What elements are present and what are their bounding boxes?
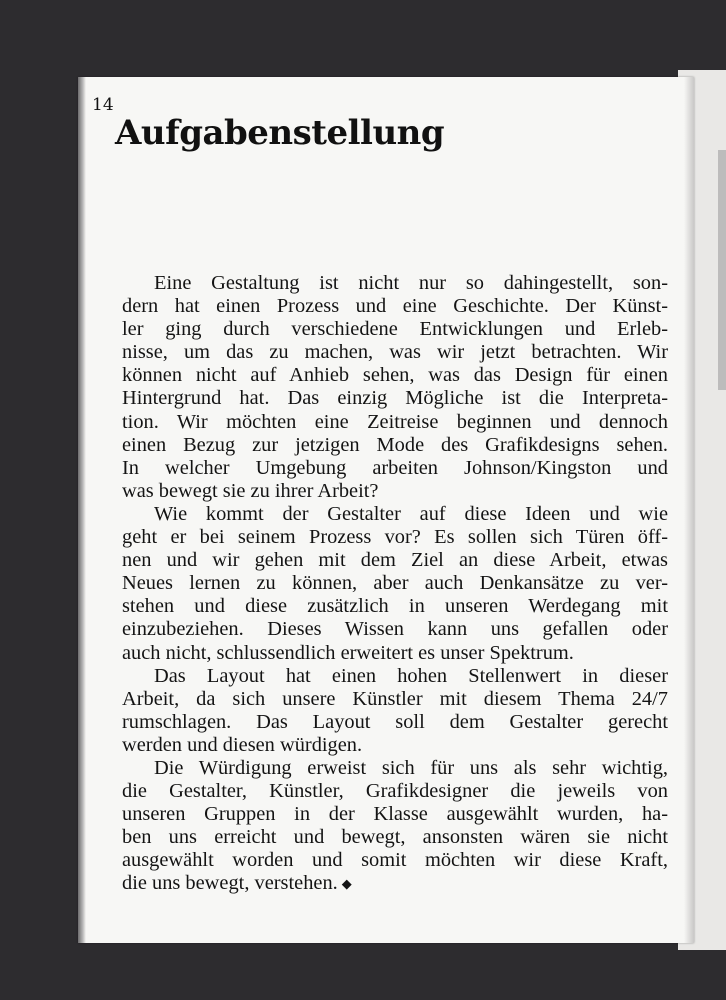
text-line: die Gestalter, Künstler, Grafikdesigner die jeweils von xyxy=(122,780,668,803)
text-line: ben uns erreicht und bewegt, ansonsten wären sie nicht xyxy=(122,826,668,849)
text-line: können nicht auf Anhieb sehen, was das Design für einen xyxy=(122,364,668,387)
text-line: Die Würdigung erweist sich für uns als sehr wichtig, xyxy=(154,756,668,779)
gray-edge-strip xyxy=(718,150,726,390)
text-line: ausgewählt worden und somit möchten wir diese Kraft, xyxy=(122,849,668,872)
body-text xyxy=(122,272,668,896)
text-line: Wie kommt der Gestalter auf diese Ideen und wie xyxy=(154,502,668,525)
paragraph xyxy=(122,665,668,757)
text-line: Neues lernen zu können, aber auch Denkansätze zu ver- xyxy=(122,572,668,595)
text-line: Das Layout hat einen hohen Stellenwert in dieser xyxy=(154,664,668,687)
page-spine-shadow xyxy=(78,77,86,943)
text-line: rumschlagen. Das Layout soll dem Gestalter gerecht xyxy=(122,710,668,733)
text-line: werden und diesen würdigen. xyxy=(122,733,363,756)
text-line: einen Bezug zur jetzigen Mode des Grafikdesigns sehen. xyxy=(122,433,668,456)
text-line: auch nicht, schlussendlich erweitert es unser Spektrum. xyxy=(122,641,574,664)
paragraph xyxy=(122,503,668,665)
text-line: nisse, um das zu machen, was wir jetzt betrachten. Wir xyxy=(122,341,668,364)
text-line: unseren Gruppen in der Klasse ausgewählt wurden, ha- xyxy=(122,803,668,826)
page-right-shadow xyxy=(684,77,694,943)
text-line: nen und wir gehen mit dem Ziel an diese Arbeit, etwas xyxy=(122,549,668,572)
text-line: die uns bewegt, verstehen. ◆ xyxy=(122,872,352,895)
paragraph xyxy=(122,757,668,896)
end-mark-icon: ◆ xyxy=(341,876,352,892)
text-line: tion. Wir möchten eine Zeitreise beginnen und dennoch xyxy=(122,410,668,433)
text-line: Hintergrund hat. Das einzig Mögliche ist die Interpreta- xyxy=(122,387,668,410)
text-line: einzubeziehen. Dieses Wissen kann uns gefallen oder xyxy=(122,618,668,641)
text-line: Eine Gestaltung ist nicht nur so dahingestellt, son- xyxy=(154,272,668,294)
text-line: dern hat einen Prozess und eine Geschichte. Der Künst- xyxy=(122,295,668,318)
text-line: was bewegt sie zu ihrer Arbeit? xyxy=(122,479,379,502)
text-line: ler ging durch verschiedene Entwicklungen und Erleb- xyxy=(122,318,668,341)
text-line: geht er bei seinem Prozess vor? Es sollen sich Türen öff- xyxy=(122,526,668,549)
text-line: Arbeit, da sich unsere Künstler mit diesem Thema 24/7 xyxy=(122,687,668,710)
page-title: Aufgabenstellung xyxy=(115,113,445,153)
text-line: In welcher Umgebung arbeiten Johnson/Kingston und xyxy=(122,456,668,479)
text-line: stehen und diese zusätzlich in unseren Werdegang mit xyxy=(122,595,668,618)
page-number: 14 xyxy=(92,95,114,115)
paragraph xyxy=(122,272,668,503)
